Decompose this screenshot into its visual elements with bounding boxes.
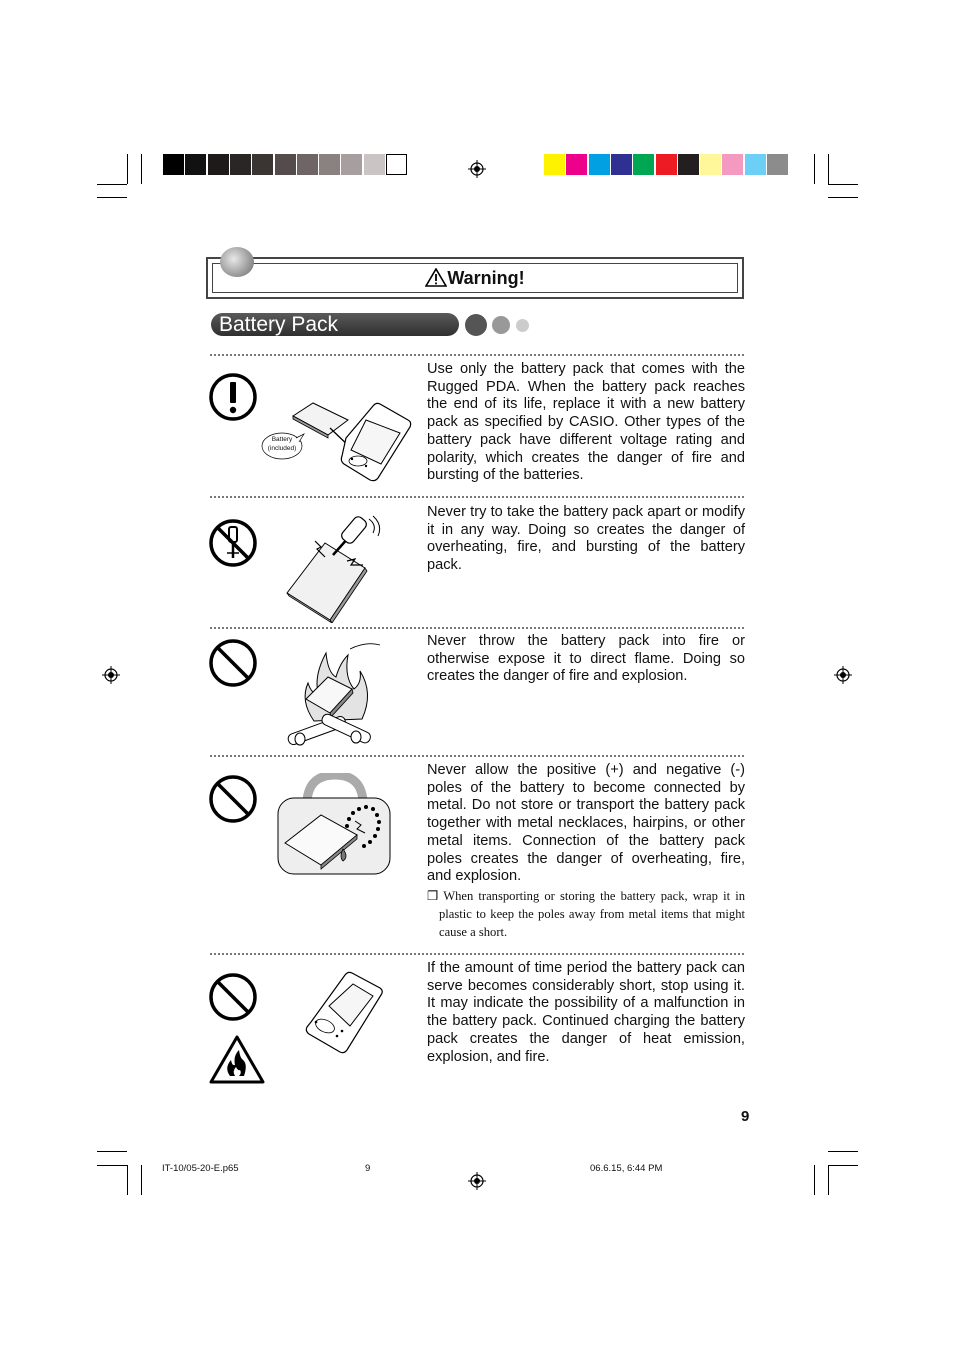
pda-device-illustration (303, 970, 385, 1056)
color-swatch (341, 154, 362, 175)
fire-warning-icon (208, 1034, 266, 1086)
footer-page: 9 (365, 1163, 371, 1174)
prohibition-icon (208, 638, 258, 688)
divider (210, 627, 744, 629)
registration-mark-icon (468, 160, 486, 178)
no-disassembly-icon (208, 518, 258, 568)
color-swatch (185, 154, 206, 175)
section-header (211, 313, 459, 336)
battery-label-included: (included) (267, 445, 297, 452)
color-swatch (252, 154, 273, 175)
globe-icon (220, 247, 254, 277)
prohibition-icon (208, 774, 258, 824)
color-swatch (700, 154, 721, 175)
divider (210, 953, 744, 955)
color-swatch (544, 154, 565, 175)
color-swatch (656, 154, 677, 175)
registration-mark-icon (834, 666, 852, 684)
color-swatch (386, 154, 407, 175)
section-dot-small (516, 319, 529, 332)
prohibition-icon (208, 972, 258, 1022)
color-swatch (208, 154, 229, 175)
warning-text: Never try to take the battery pack apart or modify it in any way. Doing so creates the danger of overheating, fire, and bursting of the battery pack. (427, 504, 745, 574)
warning-triangle-icon (425, 268, 447, 287)
color-swatch (722, 154, 743, 175)
color-swatch (275, 154, 296, 175)
warning-title: Warning! (208, 268, 742, 289)
footer-timestamp: 06.6.15, 6:44 PM (590, 1163, 663, 1174)
note-text: ❒ When transporting or storing the battery pack, wrap it in plastic to keep the poles away from metal items that might cause a short. (427, 889, 745, 939)
divider (210, 755, 744, 757)
color-swatch (678, 154, 699, 175)
warning-text: Never allow the positive (+) and negative (-) poles of the battery to become connected by metal. Do not store or transport the battery pack together with metal necklaces, hairpins, or other metal items. Connection of the battery pack poles creates the danger of overheating, fire, and explosion. (427, 762, 745, 885)
page-number: 9 (741, 1108, 750, 1125)
exclamation-icon (208, 372, 258, 422)
battery-label: Battery (271, 436, 293, 443)
warning-text: Use only the battery pack that comes with the Rugged PDA. When the battery pack reaches the end of its life, replace it with a new battery pack as specified by CASIO. Other types of the battery pack have different voltage rating and polarity, which creates the danger of fire and bursting of the batteries. (427, 361, 745, 484)
color-swatch (319, 154, 340, 175)
color-swatch (745, 154, 766, 175)
color-swatch (589, 154, 610, 175)
color-swatch (230, 154, 251, 175)
registration-mark-icon (102, 666, 120, 684)
battery-pda-illustration (258, 398, 418, 488)
warning-text: If the amount of time period the battery pack can serve becomes considerably short, stop using it. It may indicate the possibility of a malfunction in the battery pack. Continued charging the battery pack creates the danger of heat emission, explosion, and fire. (427, 960, 745, 1065)
section-title: Battery Pack (219, 313, 339, 336)
section-dot-large (465, 314, 487, 336)
divider (210, 496, 744, 498)
section-dot-medium (492, 316, 510, 334)
color-swatch (633, 154, 654, 175)
color-swatch (297, 154, 318, 175)
footer-file: IT-10/05-20-E.p65 (162, 1163, 239, 1174)
warning-text: Never throw the battery pack into fire or otherwise expose it to direct flame. Doing so creates the danger of fire and explosion. (427, 633, 745, 685)
divider (210, 354, 744, 356)
color-swatch (163, 154, 184, 175)
warning-header (206, 257, 744, 299)
color-swatch (364, 154, 385, 175)
color-swatch (767, 154, 788, 175)
registration-mark-icon (468, 1172, 486, 1190)
battery-necklace-illustration (277, 773, 393, 877)
campfire-battery-illustration (282, 643, 387, 751)
screwdriver-battery-illustration (285, 513, 385, 623)
color-swatch (611, 154, 632, 175)
color-swatch (566, 154, 587, 175)
